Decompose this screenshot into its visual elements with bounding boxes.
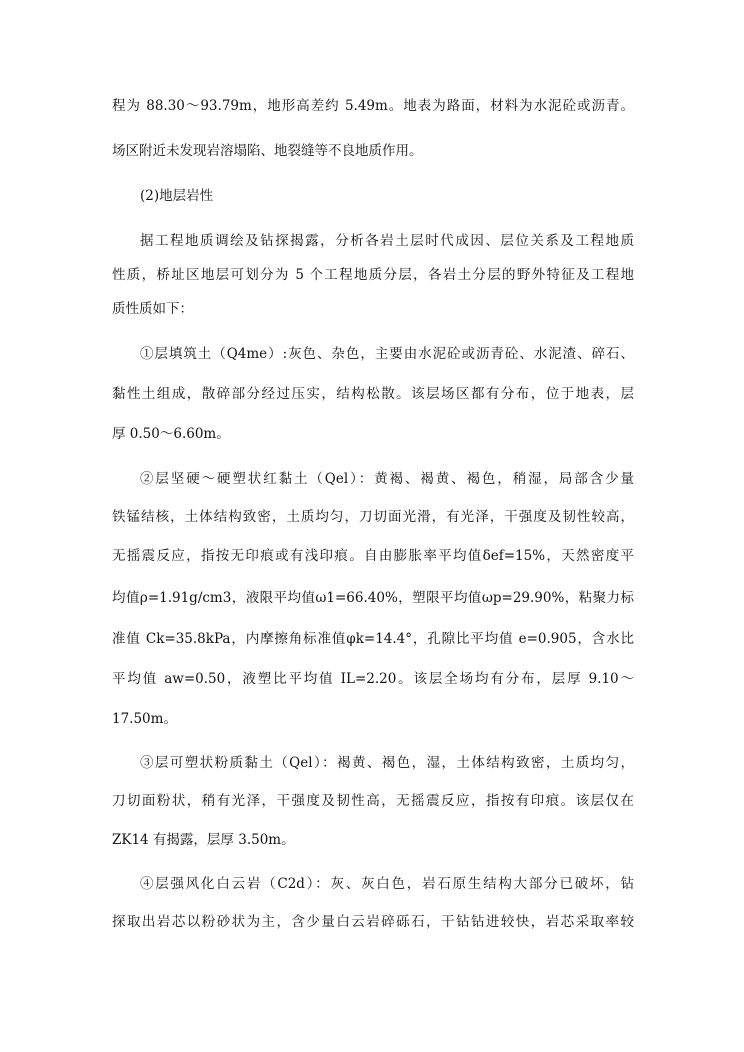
text-line: ②层坚硬～硬塑状红黏土（Qel）：黄褐、褐黄、褐色，稍湿，局部含少量 bbox=[140, 471, 634, 487]
text-line: 铁锰结核，土体结构致密，土质均匀，刀切面光滑，有光泽，干强度及韧性较高， bbox=[112, 509, 634, 525]
text-line: 17.50m。 bbox=[112, 711, 177, 727]
text-line: 程为 88.30～93.79m，地形高差约 5.49m。地表为路面，材料为水泥砼或沥青。 bbox=[112, 98, 634, 114]
text-line: ③层可塑状粉质黏土（Qel）：褐黄、褐色，湿，土体结构致密，土质均匀， bbox=[140, 755, 634, 771]
text-line: 刀切面粉状，稍有光泽，干强度及韧性高，无摇震反应，指按有印痕。该层仅在 bbox=[112, 793, 634, 809]
text-line: 黏性土组成，散碎部分经过压实，结构松散。该层场区都有分布，位于地表，层 bbox=[112, 386, 634, 402]
text-line: ④层强风化白云岩（C2d）：灰、灰白色，岩石原生结构大部分已破坏，钻 bbox=[140, 876, 634, 892]
text-line: ①层填筑土（Q4me）:灰色、杂色，主要由水泥砼或沥青砼、水泥渣、碎石、 bbox=[140, 346, 634, 362]
text-line: ZK14 有揭露，层厚 3.50m。 bbox=[112, 832, 295, 848]
section-heading: (2)地层岩性 bbox=[140, 188, 214, 204]
text-line: 质性质如下： bbox=[112, 301, 193, 317]
text-line: 探取出岩芯以粉砂状为主，含少量白云岩碎砾石，干钻钻进较快，岩芯采取率较 bbox=[112, 914, 634, 930]
text-line: 准值 Ck=35.8kPa，内摩擦角标准值φk=14.4°，孔隙比平均值 e=0.905，含水比 bbox=[112, 631, 634, 647]
text-line: 性质，桥址区地层可划分为 5 个工程地质分层，各岩土分层的野外特征及工程地 bbox=[112, 267, 634, 283]
text-line: 厚 0.50～6.60m。 bbox=[112, 426, 230, 442]
text-line: 场区附近未发现岩溶塌陷、地裂缝等不良地质作用。 bbox=[112, 143, 423, 159]
text-line: 无摇震反应，指按无印痕或有浅印痕。自由膨胀率平均值δef=15%，天然密度平 bbox=[112, 548, 634, 564]
text-line: 据工程地质调绘及钻探揭露，分析各岩土层时代成因、层位关系及工程地质 bbox=[140, 233, 634, 249]
text-line: 平均值 aw=0.50，液塑比平均值 IL=2.20。该层全场均有分布，层厚 9.10～ bbox=[112, 671, 634, 687]
text-line: 均值ρ=1.91g/cm3，液限平均值ω1=66.40%，塑限平均值ωp=29.90%，粘聚力标 bbox=[112, 590, 634, 606]
